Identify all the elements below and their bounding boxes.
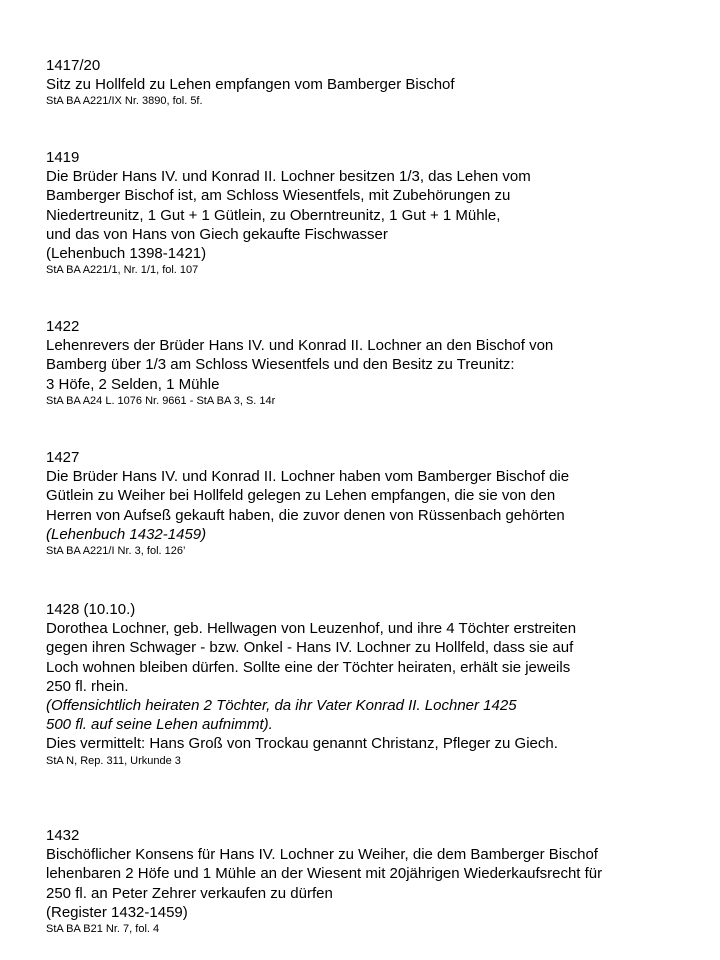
entry-text-line: 500 fl. auf seine Lehen aufnimmt).	[46, 716, 273, 734]
entry-1417	[46, 56, 706, 108]
entry-text-line: Herren von Aufseß gekauft haben, die zuvor denen von Rüssenbach gehörten	[46, 506, 565, 524]
entry-text-line: Bischöflicher Konsens für Hans IV. Lochner zu Weiher, die dem Bamberger Bischof	[46, 846, 598, 864]
entry-source: StA N, Rep. 311, Urkunde 3	[46, 754, 181, 767]
entry-text-line: Lehenrevers der Brüder Hans IV. und Konrad II. Lochner an den Bischof von	[46, 337, 554, 355]
entry-text-line: Dies vermittelt: Hans Groß von Trockau genannt Christanz, Pfleger zu Giech.	[46, 735, 558, 753]
entry-source: StA BA A221/I Nr. 3, fol. 126’	[46, 545, 186, 558]
entry-year: 1428 (10.10.)	[46, 601, 136, 618]
entry-text-line: lehenbaren 2 Höfe und 1 Mühle an der Wiesent mit 20jährigen Wiederkaufsrecht für	[46, 865, 603, 883]
entry-1419	[46, 148, 706, 277]
entry-source: StA BA A24 L. 1076 Nr. 9661 - StA BA 3, S. 14r	[46, 394, 276, 407]
entry-source: StA BA B21 Nr. 7, fol. 4	[46, 923, 160, 936]
entry-text-line: (Lehenbuch 1398-1421)	[46, 245, 207, 263]
entry-year: 1417/20	[46, 57, 101, 74]
entry-text-line: Gütlein zu Weiher bei Hollfeld gelegen zu Lehen empfangen, die sie von den	[46, 487, 556, 505]
entry-1432	[46, 826, 706, 936]
entry-year: 1422	[46, 318, 80, 335]
entry-text-line: (Offensichtlich heiraten 2 Töchter, da ihr Vater Konrad II. Lochner 1425	[46, 697, 517, 715]
entry-year: 1427	[46, 449, 80, 466]
entry-year: 1432	[46, 827, 80, 844]
entry-text-line: (Register 1432-1459)	[46, 903, 188, 921]
entry-1427	[46, 448, 706, 558]
entry-text-line: Die Brüder Hans IV. und Konrad II. Lochner haben vom Bamberger Bischof die	[46, 468, 570, 486]
entry-year: 1419	[46, 149, 80, 166]
entry-text-line: gegen ihren Schwager - bzw. Onkel - Hans IV. Lochner zu Hollfeld, dass sie auf	[46, 639, 574, 657]
entry-1428	[46, 600, 706, 768]
entry-text-line: 3 Höfe, 2 Selden, 1 Mühle	[46, 375, 220, 393]
entry-source: StA BA A221/IX Nr. 3890, fol. 5f.	[46, 95, 203, 108]
entry-text-line: Bamberger Bischof ist, am Schloss Wiesentfels, mit Zubehörungen zu	[46, 187, 511, 205]
entry-text-line: Niedertreunitz, 1 Gut + 1 Gütlein, zu Oberntreunitz, 1 Gut + 1 Mühle,	[46, 206, 501, 224]
entry-text-line: (Lehenbuch 1432-1459)	[46, 525, 207, 543]
entry-text-line: Dorothea Lochner, geb. Hellwagen von Leuzenhof, und ihre 4 Töchter erstreiten	[46, 620, 577, 638]
entry-text-line: Bamberg über 1/3 am Schloss Wiesentfels und den Besitz zu Treunitz:	[46, 356, 515, 374]
entry-text-line: Die Brüder Hans IV. und Konrad II. Lochner besitzen 1/3, das Lehen vom	[46, 168, 531, 186]
entry-text-line: Sitz zu Hollfeld zu Lehen empfangen vom Bamberger Bischof	[46, 76, 455, 94]
entry-1422	[46, 317, 706, 408]
entry-text-line: Loch wohnen bleiben dürfen. Sollte eine der Töchter heiraten, erhält sie jeweils	[46, 658, 571, 676]
entry-source: StA BA A221/1, Nr. 1/1, fol. 107	[46, 264, 199, 277]
entry-text-line: und das von Hans von Giech gekaufte Fischwasser	[46, 225, 388, 243]
entry-text-line: 250 fl. an Peter Zehrer verkaufen zu dürfen	[46, 884, 333, 902]
entry-text-line: 250 fl. rhein.	[46, 677, 129, 695]
